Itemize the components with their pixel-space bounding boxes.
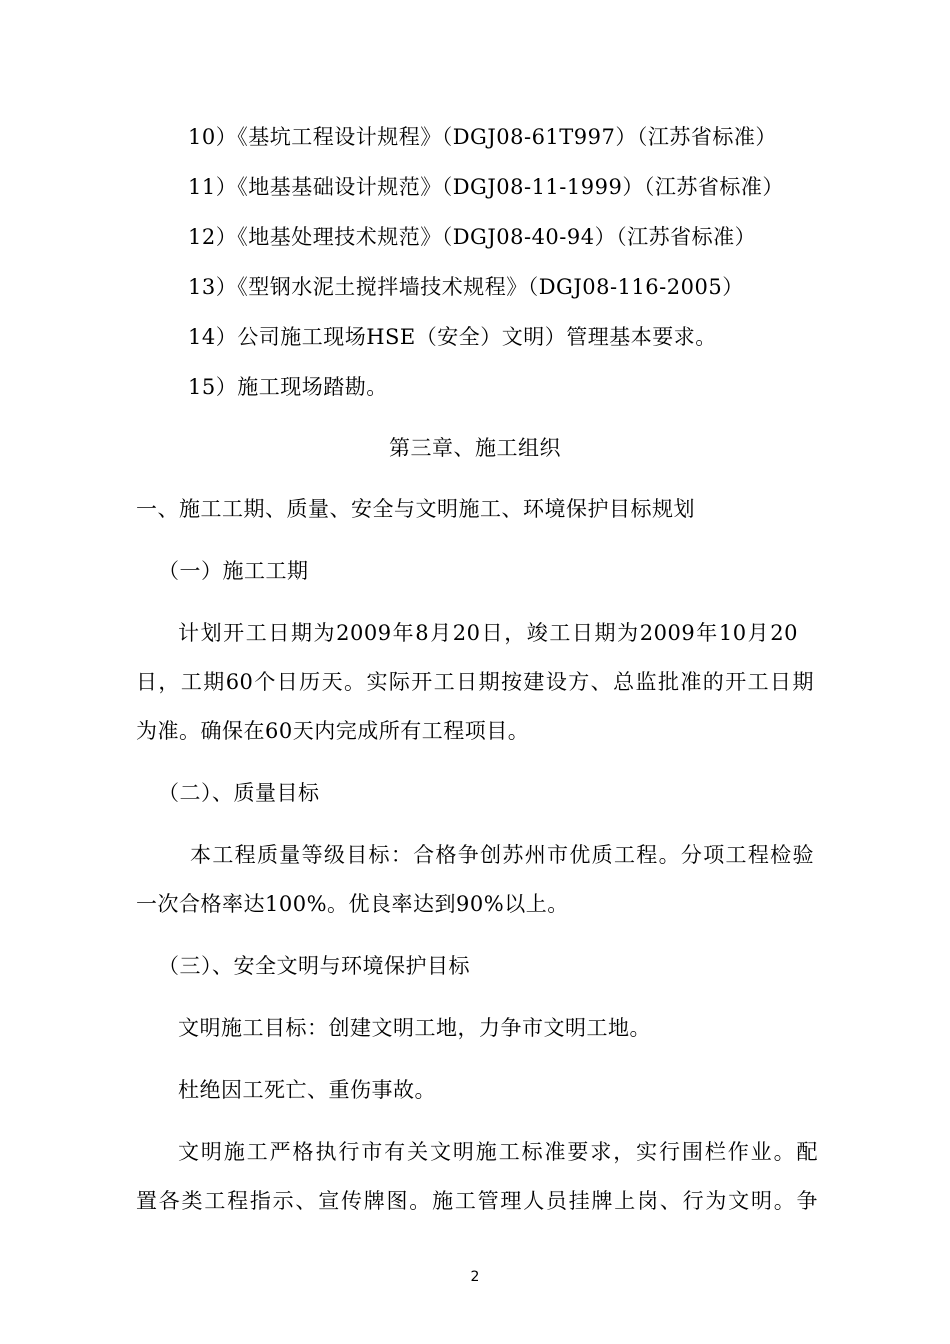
reference-item-15: 15）施工现场踏勘。 bbox=[188, 375, 388, 399]
page-number: 2 bbox=[470, 1269, 480, 1285]
safety-paragraph-2: 杜绝因工死亡、重伤事故。 bbox=[178, 1078, 436, 1102]
reference-item-10: 10）《基坑工程设计规程》（DGJ08-61T997）（江苏省标准） bbox=[188, 125, 777, 149]
safety-heading: （三）、安全文明与环境保护目标 bbox=[158, 954, 470, 978]
safety-paragraph-3-line-1: 文明施工严格执行市有关文明施工标准要求，实行围栏作业。配 bbox=[178, 1140, 818, 1164]
safety-paragraph-3-line-2: 置各类工程指示、宣传牌图。施工管理人员挂牌上岗、行为文明。争 bbox=[136, 1189, 818, 1213]
reference-item-14: 14）公司施工现场HSE（安全）文明）管理基本要求。 bbox=[188, 325, 717, 349]
schedule-heading: （一）施工工期 bbox=[158, 559, 309, 583]
quality-paragraph-line-1: 本工程质量等级目标：合格争创苏州市优质工程。分项工程检验 bbox=[190, 843, 814, 867]
reference-item-13: 13）《型钢水泥土搅拌墙技术规程》（DGJ08-116-2005） bbox=[188, 275, 744, 299]
quality-paragraph-line-2: 一次合格率达100%。优良率达到90%以上。 bbox=[136, 892, 569, 916]
schedule-paragraph-line-3: 为准。确保在60天内完成所有工程项目。 bbox=[136, 719, 530, 743]
schedule-paragraph-line-1: 计划开工日期为2009年8月20日，竣工日期为2009年10月20 bbox=[178, 621, 798, 645]
reference-item-12: 12）《地基处理技术规范》（DGJ08-40-94）（江苏省标准） bbox=[188, 225, 757, 249]
schedule-paragraph-line-2: 日，工期60个日历天。实际开工日期按建设方、总监批准的开工日期 bbox=[136, 670, 814, 694]
section-title: 一、施工工期、质量、安全与文明施工、环境保护目标规划 bbox=[136, 497, 695, 521]
chapter-title: 第三章、施工组织 bbox=[389, 436, 561, 460]
quality-heading: （二）、质量目标 bbox=[158, 781, 320, 805]
safety-paragraph-1: 文明施工目标：创建文明工地，力争市文明工地。 bbox=[178, 1016, 651, 1040]
reference-item-11: 11）《地基基础设计规范》（DGJ08-11-1999）（江苏省标准） bbox=[188, 175, 784, 199]
